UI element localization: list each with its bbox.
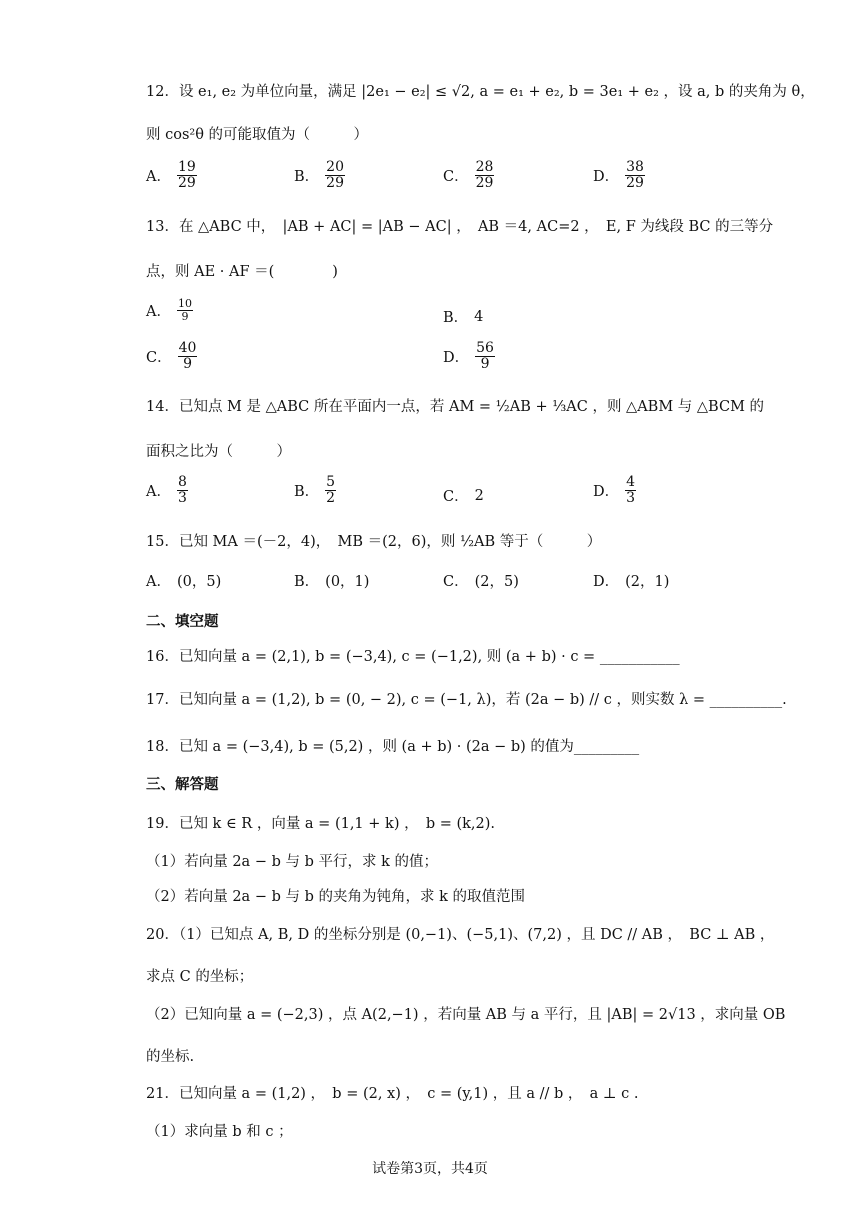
q16-stem: 16．已知向量 a = (2,1), b = (−3,4), c = (−1,2), 则 (a + b) · c = ___________ <box>146 649 680 665</box>
q15-option-a[interactable]: A． (0，5) <box>146 574 222 590</box>
q12-option-b[interactable]: B． $\frac{20}{29}$ <box>294 159 344 191</box>
q13-options-row2 <box>146 341 706 381</box>
q12-option-a[interactable]: A． $\frac{19}{29}$ <box>146 159 196 191</box>
q20-part2-cont: 的坐标. <box>146 1049 195 1065</box>
section-fill-in-heading: 二、填空题 <box>146 614 219 630</box>
q15-options <box>146 570 706 610</box>
q20-part2: （2）已知向量 a = (−2,3) ，点 A(2,−1) ，若向量 AB 与 a 平行，且 |AB| = 2√13 ，求向量 OB <box>146 1007 786 1023</box>
q14-stem: 14．已知点 M 是 △ABC 所在平面内一点，若 AM = ½AB + ⅓AC ，则 △ABM 与 △BCM 的 <box>146 399 765 415</box>
q19-stem: 19．已知 k ∈ R ，向量 a = (1,1 + k) ， b = (k,2). <box>146 816 496 832</box>
q13-option-b[interactable]: B． 4 <box>443 308 484 326</box>
q12-option-c[interactable]: C． $\frac{28}{29}$ <box>443 159 494 191</box>
q19-part2: （2）若向量 2a − b 与 b 的夹角为钝角，求 k 的取值范围 <box>146 889 525 905</box>
q15-option-d[interactable]: D． (2，1) <box>593 574 670 590</box>
q14-option-d[interactable]: D． $\frac{4}{3}$ <box>593 474 636 506</box>
q12-stem-cont: 则 cos²θ 的可能取值为（ ） <box>146 127 369 143</box>
q13-option-a[interactable]: A． $\frac{10}{9}$ <box>146 297 192 323</box>
q14-option-b[interactable]: B． $\frac{5}{2}$ <box>294 474 336 506</box>
q17-stem: 17．已知向量 a = (1,2), b = (0, − 2), c = (−1, λ)，若 (2a − b) // c ，则实数 λ = __________. <box>146 692 787 708</box>
page-footer: 试卷第3页，共4页 <box>372 1161 488 1177</box>
q14-stem-cont: 面积之比为（ ） <box>146 444 291 460</box>
q12-stem: 12．设 e₁, e₂ 为单位向量，满足 |2e₁ − e₂| ≤ √2, a = e₁ + e₂, b = 3e₁ + e₂ ，设 a, b 的夹角为 θ， <box>146 84 815 100</box>
q15-stem: 15．已知 MA ＝(－2，4)， MB ＝(2，6)，则 ½AB 等于（ ） <box>146 534 602 550</box>
q21-part1: （1）求向量 b 和 c ； <box>146 1124 293 1140</box>
q15-option-c[interactable]: C． (2，5) <box>443 574 519 590</box>
q13-stem: 13．在 △ABC 中， |AB + AC| = |AB − AC| ， AB ＝4, AC=2 ， E, F 为线段 BC 的三等分 <box>146 219 774 235</box>
q13-stem-cont: 点，则 AE · AF ＝( ) <box>146 264 338 280</box>
q14-option-c[interactable]: C． 2 <box>443 487 484 505</box>
q12-option-d[interactable]: D． $\frac{38}{29}$ <box>593 159 644 191</box>
q19-part1: （1）若向量 2a − b 与 b 平行，求 k 的值； <box>146 854 438 870</box>
q15-option-b[interactable]: B． (0，1) <box>294 574 370 590</box>
section-solution-heading: 三、解答题 <box>146 777 219 793</box>
q12-options <box>146 160 706 200</box>
q20-stem: 20．（1）已知点 A, B, D 的坐标分别是 (0,−1)、(−5,1)、(7,2) ，且 DC // AB ， BC ⊥ AB ， <box>146 927 775 943</box>
q14-option-a[interactable]: A． $\frac{8}{3}$ <box>146 474 187 506</box>
q14-options <box>146 475 706 515</box>
q13-option-c[interactable]: C． $\frac{40}{9}$ <box>146 340 197 372</box>
q21-stem: 21．已知向量 a = (1,2) ， b = (2, x) ， c = (y,1) ，且 a // b ， a ⊥ c . <box>146 1086 639 1102</box>
q20-stem-cont: 求点 C 的坐标； <box>146 969 254 985</box>
q13-options-row1 <box>146 298 706 338</box>
q18-stem: 18．已知 a = (−3,4), b = (5,2) ，则 (a + b) · (2a − b) 的值为_________ <box>146 739 640 755</box>
q13-option-d[interactable]: D． $\frac{56}{9}$ <box>443 340 494 372</box>
